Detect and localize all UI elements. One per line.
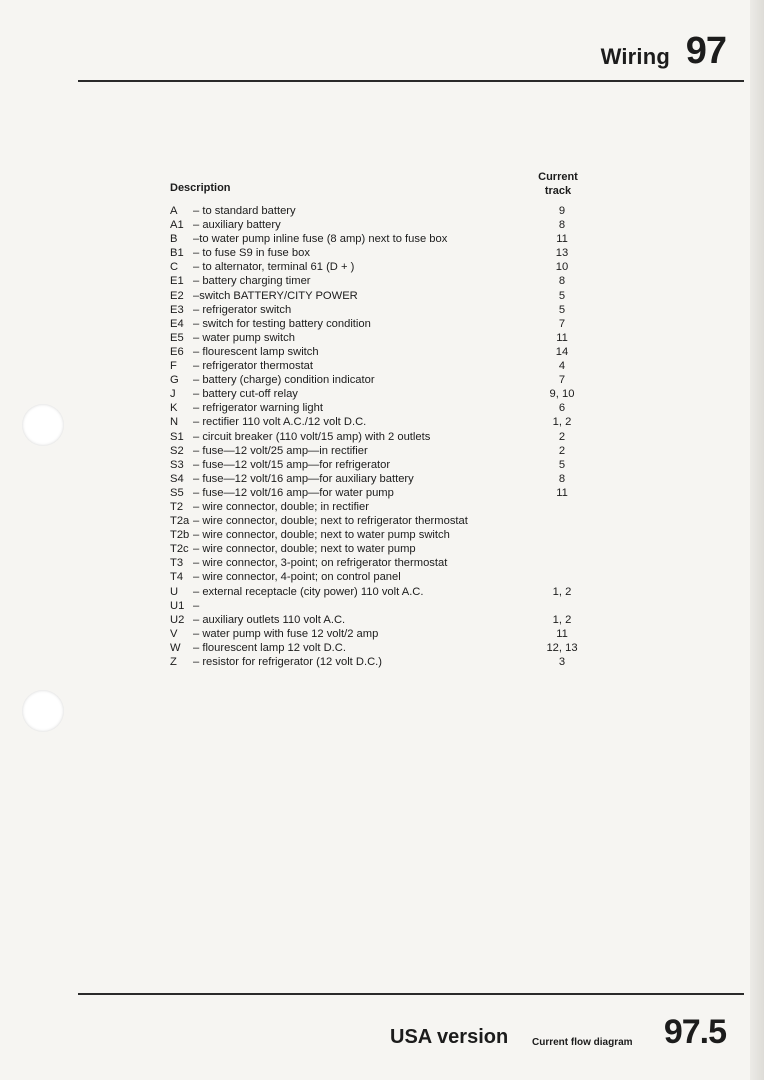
list-item (170, 528, 590, 542)
component-code: T2b (170, 529, 190, 542)
component-description: – battery charging timer (193, 275, 311, 288)
list-item (170, 627, 590, 641)
component-description: –switch BATTERY/CITY POWER (193, 289, 358, 302)
current-track: 6 (558, 402, 566, 415)
component-description: – auxiliary battery (193, 219, 281, 232)
component-code: E1 (170, 275, 184, 288)
list-item (170, 444, 590, 458)
component-code: S1 (170, 430, 184, 443)
list-item (170, 556, 590, 570)
component-description: – refrigerator switch (193, 303, 292, 316)
component-code: F (170, 360, 177, 373)
component-description: – switch for testing battery condition (193, 317, 371, 330)
component-description: – rectifier 110 volt A.C./12 volt D.C. (193, 416, 367, 429)
component-code: U1 (170, 599, 185, 612)
list-item (170, 655, 590, 669)
component-code: K (170, 402, 178, 415)
component-description: – battery (charge) condition indicator (193, 374, 375, 387)
current-track: 5 (558, 458, 566, 471)
list-item (170, 218, 590, 232)
list-item (170, 415, 590, 429)
current-track: 11 (556, 486, 568, 499)
current-track: 11 (556, 627, 568, 640)
component-description: – water pump switch (193, 331, 295, 344)
current-track: 8 (558, 219, 566, 232)
list-item (170, 204, 590, 218)
list-item (170, 458, 590, 472)
current-track: 1, 2 (552, 416, 572, 429)
component-description: – auxiliary outlets 110 volt A.C. (193, 613, 346, 626)
component-code: T2a (170, 515, 190, 528)
component-code: E5 (170, 331, 184, 344)
current-track: 7 (558, 374, 566, 387)
component-code: B (170, 233, 178, 246)
component-description: – flourescent lamp 12 volt D.C. (193, 641, 346, 654)
component-description: – wire connector, 3-point; on refrigerator thermostat (193, 557, 448, 570)
current-track: 3 (558, 656, 566, 668)
component-description: – fuse—12 volt/15 amp—for refrigerator (193, 458, 391, 471)
list-item (170, 514, 590, 528)
component-description: – circuit breaker (110 volt/15 amp) with 2 outlets (193, 430, 431, 443)
binder-hole-bottom (22, 690, 64, 732)
list-item (170, 345, 590, 359)
current-track: 2 (558, 430, 566, 443)
component-description: – wire connector, double; in rectifier (193, 500, 369, 513)
list-item (170, 599, 590, 613)
component-description: – fuse—12 volt/16 amp—for water pump (193, 486, 394, 499)
binder-hole-top (22, 404, 64, 446)
header-section-number: 97 (685, 30, 726, 72)
list-item (170, 246, 590, 260)
list-item (170, 472, 590, 486)
component-code: T2 (170, 500, 184, 513)
current-track: 1, 2 (552, 585, 572, 598)
component-code: A1 (170, 219, 184, 232)
list-item (170, 289, 590, 303)
list-item (170, 232, 590, 246)
current-track: 8 (558, 275, 566, 288)
description-column-header: Description (170, 182, 231, 194)
component-code: N (170, 416, 179, 429)
current-track: 1, 2 (552, 613, 572, 626)
list-item (170, 613, 590, 627)
list-item (170, 486, 590, 500)
header-title: Wiring (600, 44, 670, 69)
component-code: S5 (170, 486, 184, 499)
current-track: 5 (558, 303, 566, 316)
component-code: E3 (170, 303, 184, 316)
component-code: W (170, 641, 181, 654)
component-description: – wire connector, double; next to refrigerator thermostat (193, 515, 468, 528)
current-track: 5 (558, 289, 566, 302)
current-track: 12, 13 (546, 641, 578, 654)
component-description: –to water pump inline fuse (8 amp) next to fuse box (193, 233, 448, 246)
component-description: – fuse—12 volt/16 amp—for auxiliary battery (193, 472, 414, 485)
component-description: – fuse—12 volt/25 amp—in rectifier (193, 444, 368, 457)
current-track: 10 (555, 261, 569, 274)
component-code: V (170, 627, 178, 640)
component-code: Z (170, 656, 177, 668)
component-code: T4 (170, 571, 184, 584)
list-item (170, 430, 590, 444)
component-description: – battery cut-off relay (193, 388, 298, 401)
component-description: – to fuse S9 in fuse box (193, 247, 310, 260)
component-code: B1 (170, 247, 184, 260)
list-item (170, 641, 590, 655)
component-code: C (170, 261, 179, 274)
list-item (170, 359, 590, 373)
footer-section-title: Current flow diagram (532, 1037, 633, 1048)
current-track: 7 (558, 317, 566, 330)
current-track: 14 (555, 345, 569, 358)
component-description: – (193, 599, 200, 612)
current-track: 9 (558, 205, 566, 217)
list-item (170, 542, 590, 556)
footer-edition: USA version (390, 1026, 509, 1048)
component-description: – to alternator, terminal 61 (D + ) (193, 261, 355, 274)
list-item (170, 303, 590, 317)
component-description: – refrigerator thermostat (193, 360, 314, 373)
page-edge (750, 0, 764, 1080)
component-description: – external receptacle (city power) 110 volt A.C. (193, 585, 424, 598)
component-description: – wire connector, double; next to water pump (193, 543, 416, 556)
component-code: S4 (170, 472, 184, 485)
component-description: – water pump with fuse 12 volt/2 amp (193, 627, 379, 640)
list-item (170, 260, 590, 274)
list-item (170, 570, 590, 584)
footer-page-number: 97.5 (663, 1013, 726, 1051)
component-code: S2 (170, 444, 184, 457)
current-track: 8 (558, 472, 566, 485)
component-code: E4 (170, 317, 184, 330)
component-description: – wire connector, 4-point; on control panel (193, 571, 401, 584)
current-track: 13 (555, 247, 569, 260)
component-description: – flourescent lamp switch (193, 345, 319, 358)
current-track: 11 (556, 233, 568, 246)
component-code: A (170, 205, 178, 217)
component-description: – resistor for refrigerator (12 volt D.C.) (193, 656, 382, 668)
list-item (170, 274, 590, 288)
component-code: E6 (170, 345, 184, 358)
current-track-column-header: Current track (538, 171, 578, 197)
list-item (170, 500, 590, 514)
component-code: U (170, 585, 179, 598)
list-item (170, 401, 590, 415)
current-track: 2 (558, 444, 566, 457)
component-description: – wire connector, double; next to water pump switch (193, 529, 450, 542)
component-code: S3 (170, 458, 184, 471)
list-item (170, 373, 590, 387)
list-item (170, 331, 590, 345)
current-track: 11 (556, 331, 568, 344)
component-code: U2 (170, 613, 185, 626)
current-track: 4 (558, 360, 566, 373)
list-item (170, 585, 590, 599)
component-code: T2c (170, 543, 189, 556)
list-item (170, 317, 590, 331)
component-description: – refrigerator warning light (193, 402, 323, 415)
footer-rule (78, 993, 744, 995)
component-code: J (170, 388, 176, 401)
component-list (170, 204, 590, 669)
component-code: G (170, 374, 179, 387)
component-code: E2 (170, 289, 184, 302)
header-rule (78, 80, 744, 82)
current-track: 9, 10 (549, 388, 575, 401)
list-item (170, 387, 590, 401)
component-code: T3 (170, 557, 184, 570)
component-description: – to standard battery (193, 205, 296, 217)
